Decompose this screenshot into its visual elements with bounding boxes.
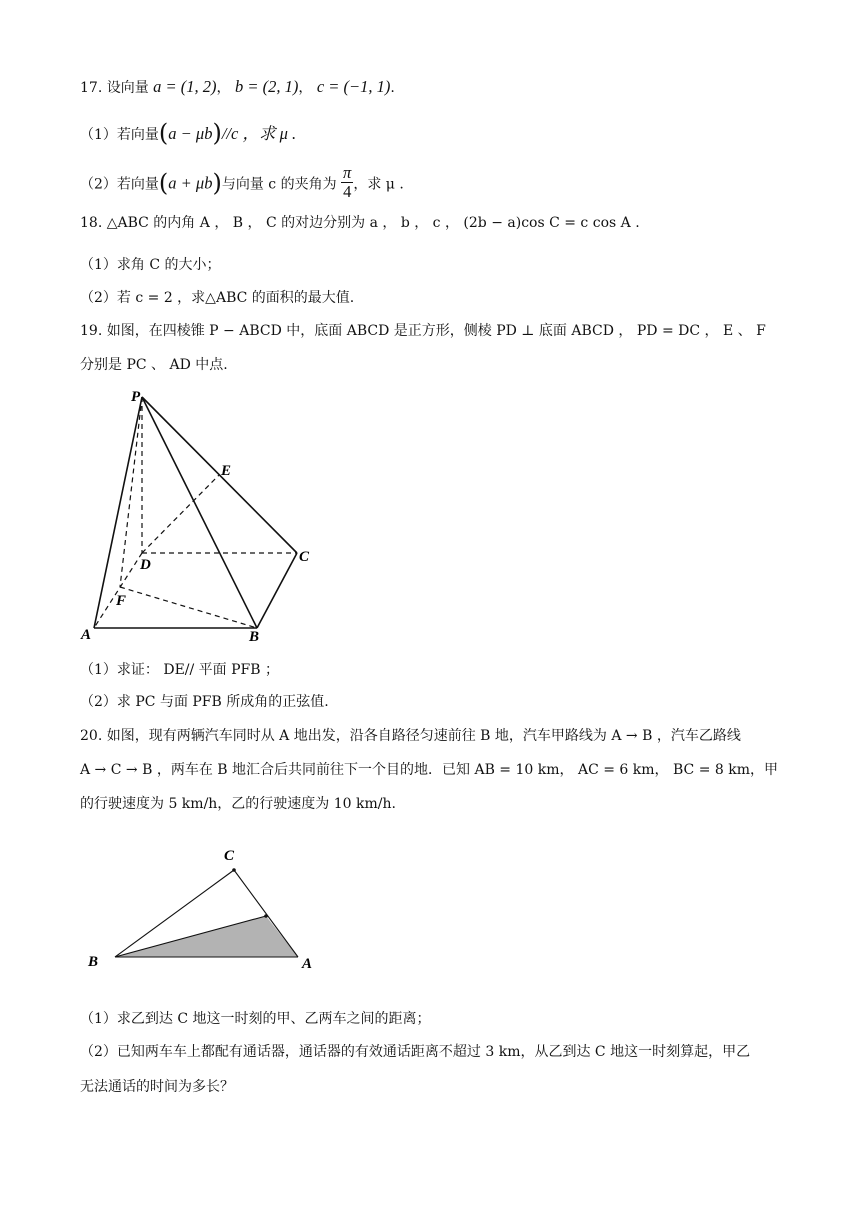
q18-stem xyxy=(80,212,640,234)
q19-part1: （1）求证： DE// 平面 PFB ； xyxy=(80,662,280,678)
label-C: C xyxy=(299,549,310,565)
q20-number: 20. xyxy=(80,728,103,744)
q17-part2-expr: a + μb xyxy=(168,173,213,193)
q17-vector-a: a = (1, 2) xyxy=(153,77,217,96)
label-B: B xyxy=(249,629,260,645)
q19-stem-line1 xyxy=(80,320,766,342)
label-C: C xyxy=(224,848,235,864)
pyramid-figure xyxy=(78,385,328,647)
label-A: A xyxy=(302,956,313,972)
q17-part1-label: （1）若向量 xyxy=(80,127,159,143)
q20-stem-text1: 如图，现有两辆汽车同时从 A 地出发，沿各自路径匀速前往 B 地，汽车甲路线为 A → B ，汽车乙路线 xyxy=(106,728,741,744)
q17-part2-label: （2）若向量 xyxy=(80,176,159,193)
edge-DE xyxy=(142,475,219,553)
q17-part1: （1）若向量(a − μb)//c ，求 μ . xyxy=(80,119,297,147)
q17-part1-expr: a − μb xyxy=(168,124,213,143)
label-E: E xyxy=(221,463,232,479)
q17-pi-over-4 xyxy=(341,164,353,201)
q17-part2: （2）若向量(a + μb)与向量 c 的夹角为 $\frac{\pi}{4}$ ，求 μ . xyxy=(80,163,404,201)
q19-number: 19. xyxy=(80,323,103,339)
edge-PF xyxy=(120,397,142,587)
q17-part1-tail: //c ，求 μ . xyxy=(221,124,297,143)
q19-part2: （2）求 PC 与面 PFB 所成角的正弦值. xyxy=(80,694,329,710)
label-P: P xyxy=(131,389,141,405)
q17-vector-c: c = (−1, 1) xyxy=(316,77,391,96)
edge-PC xyxy=(142,397,297,553)
q17-frac-den: 4 xyxy=(343,182,352,201)
q18-part2: （2）若 c = 2 ，求△ABC 的面积的最大值. xyxy=(80,290,355,306)
q19-stem-line2: 分别是 PC 、 AD 中点. xyxy=(80,357,228,373)
q20-part2-line2: 无法通话的时间为多长？ xyxy=(80,1079,234,1095)
q18-part1: （1）求角 C 的大小； xyxy=(80,257,221,273)
edge-BC xyxy=(257,553,297,628)
triangle-figure xyxy=(84,840,324,975)
q19-stem-text1: 如图，在四棱锥 P − ABCD 中，底面 ABCD 是正方形，侧棱 PD ⊥ 底面 ABCD ， PD = DC ， E 、 F xyxy=(106,323,766,339)
label-D: D xyxy=(140,557,151,573)
label-F: F xyxy=(116,593,127,609)
q17-part2-tail: ，求 μ . xyxy=(353,176,404,193)
vertex-C-dot xyxy=(232,868,236,872)
q17-frac-num: π xyxy=(343,163,352,182)
q20-stem-line2: A → C → B ，两车在 B 地汇合后共同前往下一个目的地．已知 AB = 10 km， AC = 6 km， BC = 8 km，甲 xyxy=(80,762,778,778)
q20-stem-line3: 的行驶速度为 5 km/h，乙的行驶速度为 10 km/h. xyxy=(80,796,396,812)
point-on-CA-dot xyxy=(264,914,268,918)
q17-number: 17. xyxy=(80,80,103,96)
q17-vector-b: b = (2, 1) xyxy=(235,77,299,96)
label-B: B xyxy=(88,954,99,970)
q17-part2-mid: 与向量 c 的夹角为 xyxy=(221,176,337,193)
q18-stem-text: △ABC 的内角 A ， B ， C 的对边分别为 a ， b ， c ， (2b − a)cos C = c cos A . xyxy=(106,215,640,231)
q20-part2-line1: （2）已知两车车上都配有通话器，通话器的有效通话距离不超过 3 km，从乙到达 C 地这一时刻算起，甲乙 xyxy=(80,1044,751,1060)
label-A: A xyxy=(81,627,92,643)
q20-stem-line1 xyxy=(80,725,741,747)
q18-number: 18. xyxy=(80,215,103,231)
q17-stem: 17. 设向量 a = (1, 2)， b = (2, 1)， c = (−1, 1). xyxy=(80,77,395,96)
q17-stem-prefix: 设向量 xyxy=(106,80,149,96)
edge-FB xyxy=(120,587,257,628)
q20-part1: （1）求乙到达 C 地这一时刻的甲、乙两车之间的距离； xyxy=(80,1011,431,1027)
edge-PB xyxy=(142,397,257,628)
